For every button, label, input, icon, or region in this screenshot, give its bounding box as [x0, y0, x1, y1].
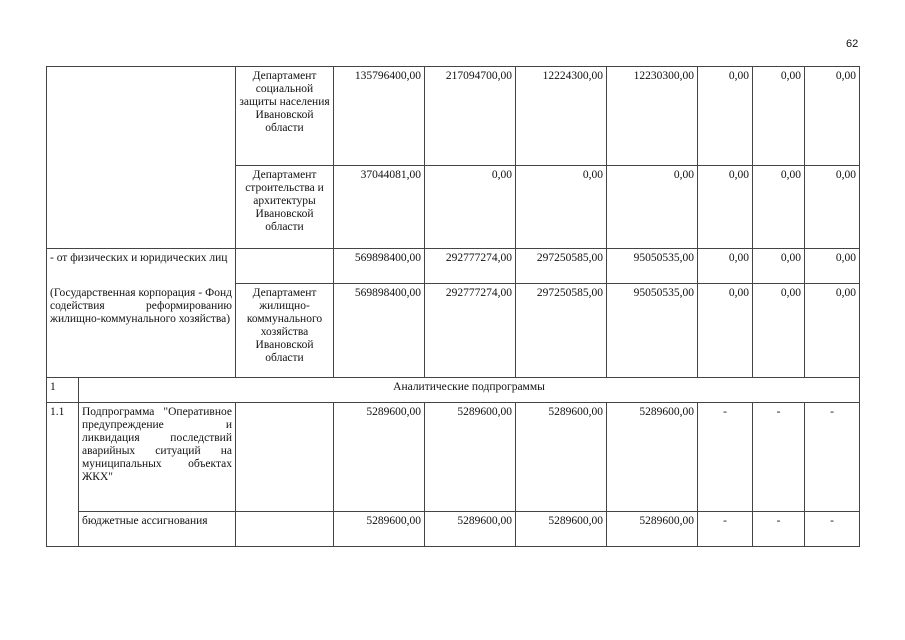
- value-cell: 0,00: [607, 166, 698, 249]
- empty-cell: [236, 512, 334, 547]
- budget-table: [46, 66, 860, 547]
- row-number: 1.1: [47, 403, 79, 547]
- value-cell: 0,00: [753, 249, 805, 284]
- value-cell: -: [698, 403, 753, 512]
- value-cell: -: [753, 512, 805, 547]
- table-row: [47, 67, 860, 166]
- value-cell: 0,00: [425, 166, 516, 249]
- value-cell: 5289600,00: [516, 512, 607, 547]
- value-cell: -: [805, 512, 860, 547]
- empty-cell: [236, 249, 334, 284]
- department-cell: Департамент социальной защиты населения Ивановской области: [236, 67, 334, 166]
- row-number: 1: [47, 378, 79, 403]
- value-cell: 5289600,00: [334, 403, 425, 512]
- value-cell: 569898400,00: [334, 249, 425, 284]
- value-cell: 297250585,00: [516, 284, 607, 378]
- value-cell: 5289600,00: [607, 512, 698, 547]
- table-row: [47, 403, 860, 512]
- value-cell: 95050535,00: [607, 249, 698, 284]
- table-row: [47, 512, 860, 547]
- value-cell: 0,00: [753, 67, 805, 166]
- value-cell: 297250585,00: [516, 249, 607, 284]
- department-cell: Департамент жилищно-коммунального хозяйства Ивановской области: [236, 284, 334, 378]
- value-cell: 292777274,00: [425, 284, 516, 378]
- value-cell: 12230300,00: [607, 67, 698, 166]
- value-cell: 0,00: [698, 249, 753, 284]
- value-cell: -: [698, 512, 753, 547]
- value-cell: 217094700,00: [425, 67, 516, 166]
- budget-label: бюджетные ассигнования: [79, 512, 236, 547]
- section-title: Аналитические подпрограммы: [79, 378, 860, 403]
- value-cell: 5289600,00: [425, 512, 516, 547]
- department-cell: Департамент строительства и архитектуры Ивановской области: [236, 166, 334, 249]
- table-row: [47, 284, 860, 378]
- value-cell: 0,00: [698, 284, 753, 378]
- value-cell: 569898400,00: [334, 284, 425, 378]
- value-cell: 5289600,00: [607, 403, 698, 512]
- value-cell: 95050535,00: [607, 284, 698, 378]
- source-label: (Государственная корпорация - Фонд содействия реформированию жилищно-коммунального хозяйства): [47, 284, 236, 378]
- value-cell: 5289600,00: [425, 403, 516, 512]
- page-number: 62: [846, 38, 859, 50]
- value-cell: 0,00: [698, 67, 753, 166]
- empty-cell: [47, 67, 236, 249]
- empty-cell: [236, 403, 334, 512]
- value-cell: 5289600,00: [516, 403, 607, 512]
- table-row: [47, 378, 860, 403]
- value-cell: 12224300,00: [516, 67, 607, 166]
- value-cell: 5289600,00: [334, 512, 425, 547]
- value-cell: 0,00: [753, 166, 805, 249]
- value-cell: 0,00: [698, 166, 753, 249]
- value-cell: 0,00: [805, 284, 860, 378]
- table-row: [47, 249, 860, 284]
- value-cell: -: [805, 403, 860, 512]
- value-cell: 0,00: [805, 249, 860, 284]
- value-cell: 0,00: [805, 166, 860, 249]
- value-cell: 135796400,00: [334, 67, 425, 166]
- value-cell: 0,00: [753, 284, 805, 378]
- value-cell: 292777274,00: [425, 249, 516, 284]
- source-label: - от физических и юридических лиц: [47, 249, 236, 284]
- value-cell: 0,00: [516, 166, 607, 249]
- value-cell: 37044081,00: [334, 166, 425, 249]
- value-cell: -: [753, 403, 805, 512]
- value-cell: 0,00: [805, 67, 860, 166]
- subprogram-label: Подпрограмма "Оперативное предупреждение и ликвидация последствий аварийных ситуаций на муниципальных объектах ЖКХ": [79, 403, 236, 512]
